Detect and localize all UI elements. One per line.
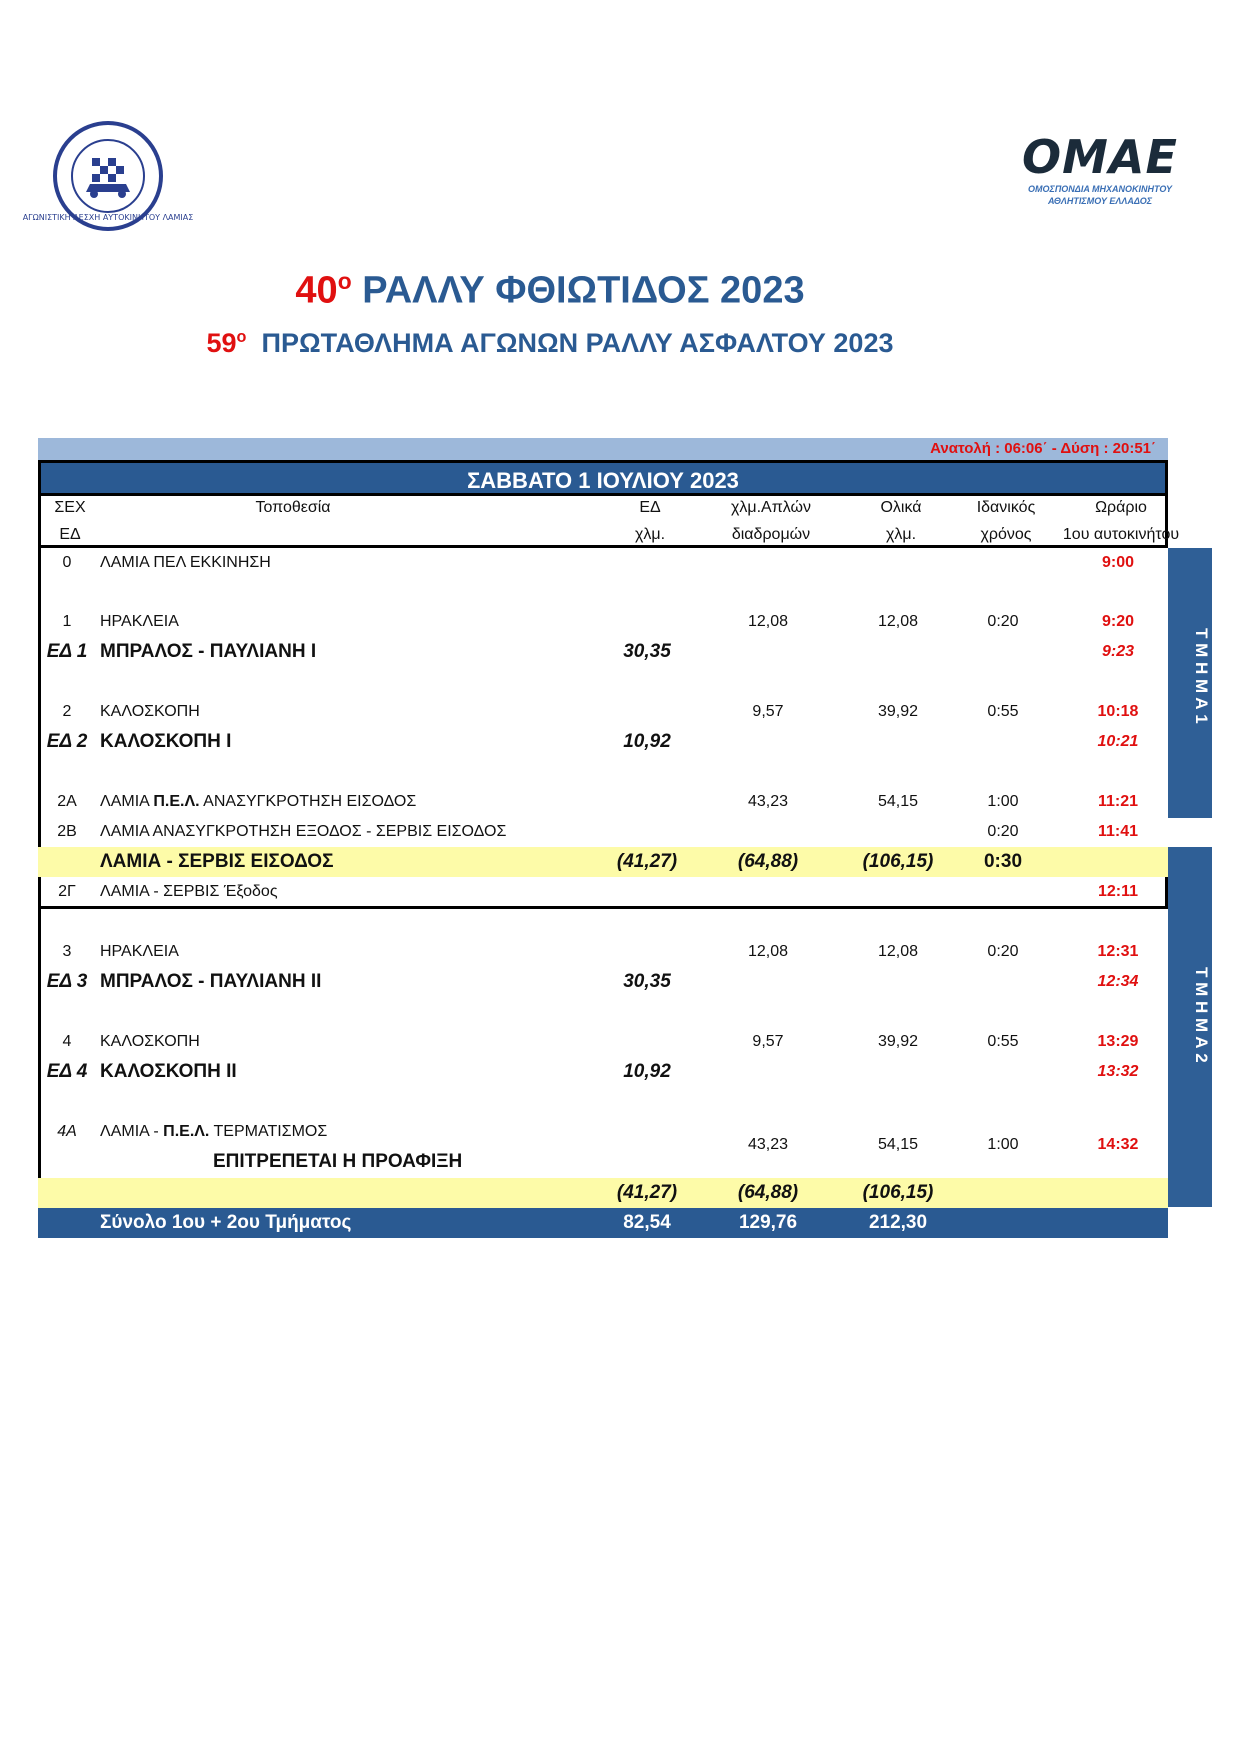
header-location: Τοποθεσία [255,499,331,516]
special-stage-row: ΕΔ 1 ΜΠΡΑΛΟΣ - ΠΑΥΛΙΑΝΗ Ι 30,35 9:23 [46,641,1135,662]
table-row: 2 ΚΑΛΟΣΚΟΠΗ 9,57 39,92 0:55 10:18 [62,703,1139,720]
header-total-km: Ολικά χλμ. [880,499,922,543]
sunrise-sunset: Ανατολή : 06:06΄ - Δύση : 20:51΄ [38,438,1168,460]
segment-2-subtotal-row: (41,27) (64,88) (106,15) [38,1178,1168,1208]
table-row: 2Α ΛΑΜΙΑ Π.Ε.Λ. ΑΝΑΣΥΓΚΡΟΤΗΣΗ ΕΙΣΟΔΟΣ 43,23 54,15 1:00 11:21 [57,793,1139,810]
table-row: 1 ΗΡΑΚΛΕΙΑ 12,08 12,08 0:20 9:20 [62,613,1135,630]
service-row: ΛΑΜΙΑ - ΣΕΡΒΙΣ ΕΙΣΟΔΟΣ (41,27) (64,88) (106,15) 0:30 [38,847,1168,877]
logo-text: ΑΓΩΝΙΣΤΙΚΗ ΛΕΣΧΗ ΑΥΤΟΚΙΝΗΤΟΥ ΛΑΜΙΑΣ [22,213,194,222]
header-schedule: Ωράριο 1ου αυτοκινήτου [1062,499,1180,543]
table-row: 3 ΗΡΑΚΛΕΙΑ 12,08 12,08 0:20 12:31 [62,943,1139,960]
header-ss-km: ΕΔ χλμ. [634,499,666,543]
section-2-label: Τ Μ Η Μ Α 2 [1168,847,1212,1207]
special-stage-row: ΕΔ 2 ΚΑΛΟΣΚΟΠΗ Ι 10,92 10:21 [46,731,1139,752]
header-ideal-time: Ιδανικός χρόνος [976,499,1036,543]
table-row: 4 ΚΑΛΟΣΚΟΠΗ 9,57 39,92 0:55 13:29 [62,1033,1139,1050]
finish-row: 4Α ΛΑΜΙΑ - Π.Ε.Λ. ΤΕΡΜΑΤΙΣΜΟΣ ΕΠΙΤΡΕΠΕΤΑΙ Η ΠΡΟΑΦΙΞΗ 43,23 54,15 1:00 14:32 [38,1117,1168,1177]
column-headers [38,494,1180,548]
special-stage-row: ΕΔ 3 ΜΠΡΑΛΟΣ - ΠΑΥΛΙΑΝΗ ΙΙ 30,35 12:34 [46,971,1139,992]
omae-logo-word: OMAE [1022,130,1178,184]
header-tc: ΣΕΧ ΕΔ [54,499,86,543]
omae-logo-sub2: ΑΘΛΗΤΙΣΜΟΥ ΕΛΛΑΔΟΣ [1047,196,1153,206]
header-liaison-km: χλμ.Απλών διαδρομών [730,499,812,543]
section-1-label: Τ Μ Η Μ Α 1 [1168,548,1212,818]
early-arrival-note: ΕΠΙΤΡΕΠΕΤΑΙ Η ΠΡΟΑΦΙΞΗ [213,1151,463,1172]
omae-logo [1020,130,1180,210]
day-header: ΣΑΒΒΑΤΟ 1 ΙΟΥΛΙΟΥ 2023 [38,460,1168,496]
event-title: $40^o$ ΡΑΛΛΥ ΦΘΙΩΤΙΔΟΣ 2023 [295,268,805,312]
club-logo [22,120,194,232]
special-stage-row: ΕΔ 4 ΚΑΛΟΣΚΟΠΗ ΙΙ 10,92 13:32 [46,1061,1139,1082]
table-row: 2Γ ΛΑΜΙΑ - ΣΕΡΒΙΣ Έξοδος 12:11 [58,883,1139,900]
grand-total-row: Σύνολο 1ου + 2ου Τμήματος 82,54 129,76 212,30 [38,1208,1168,1238]
table-row: 2Β ΛΑΜΙΑ ΑΝΑΣΥΓΚΡΟΤΗΣΗ ΕΞΟΔΟΣ - ΣΕΡΒΙΣ ΕΙΣΟΔΟΣ 0:20 11:41 [57,823,1139,840]
omae-logo-sub1: ΟΜΟΣΠΟΝΔΙΑ ΜΗΧΑΝΟΚΙΝΗΤΟΥ [1028,184,1172,194]
table-right-border [1165,877,1168,907]
table-row: 0 ΛΑΜΙΑ ΠΕΛ ΕΚΚΙΝΗΣΗ 9:00 [62,554,1135,571]
championship-title: $59^o$ ΠΡΩΤΑΘΛΗΜΑ ΑΓΩΝΩΝ ΡΑΛΛΥ ΑΣΦΑΛΤΟΥ 2023 [206,328,894,358]
